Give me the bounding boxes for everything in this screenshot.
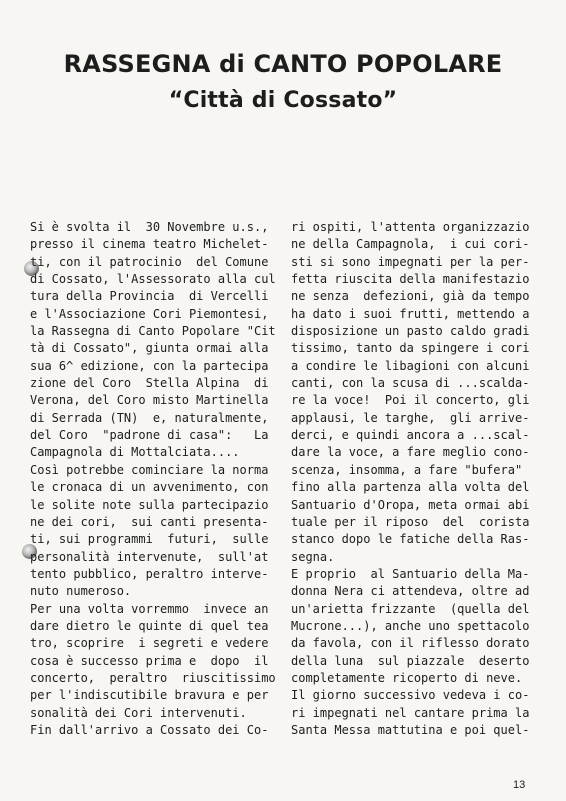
text-line: segna.	[291, 549, 335, 564]
text-line: zione del Coro Stella Alpina di	[30, 376, 269, 391]
text-line: tro, scoprire i segreti e vedere	[30, 636, 269, 651]
text-line: ne dei cori, sui canti presenta-	[30, 514, 269, 529]
text-line: di Serrada (TN) e, naturalmente,	[30, 410, 269, 425]
text-line: dare la voce, a fare meglio cono-	[291, 445, 530, 460]
text-line: Così potrebbe cominciare la norma	[30, 462, 269, 477]
text-line: sonalità dei Cori intervenuti.	[30, 705, 247, 720]
article-subtitle: “Città di Cossato”	[168, 88, 398, 113]
text-line: fetta riuscita della manifestazio	[291, 272, 530, 287]
text-line: della luna sul piazzale deserto	[291, 653, 530, 668]
text-line: dare dietro le quinte di quel tea	[30, 618, 269, 633]
text-line: completamente ricoperto di neve.	[291, 670, 523, 685]
text-line: di Cossato, l'Assessorato alla cul	[30, 272, 276, 287]
text-line: donna Nera ci attendeva, oltre ad	[291, 584, 530, 599]
text-line: disposizione un pasto caldo gradi	[291, 324, 530, 339]
text-line: tà di Cossato", giunta ormai alla	[30, 341, 269, 356]
text-line: scenza, insomma, a fare "bufera"	[291, 462, 523, 477]
text-line: le cronaca di un avvenimento, con	[30, 480, 269, 495]
text-line: canti, con la scusa di ...scalda-	[291, 376, 530, 391]
text-line: Verona, del Coro misto Martinella	[30, 393, 269, 408]
text-line: ne senza defezioni, già da tempo	[291, 289, 530, 304]
text-line: personalità intervenute, sull'at	[30, 549, 269, 564]
text-line: Santuario d'Oropa, meta ormai abi	[291, 497, 530, 512]
text-line: re la voce! Poi il concerto, gli	[291, 393, 530, 408]
text-line: Il giorno successivo vedeva i co-	[291, 688, 530, 703]
text-column-left	[30, 219, 282, 739]
text-line: e l'Associazione Cori Piemontesi,	[30, 306, 269, 321]
text-line: Per una volta vorremmo invece an	[30, 601, 269, 616]
text-line: tura della Provincia di Vercelli	[30, 289, 269, 304]
text-line: da favola, con il riflesso dorato	[291, 636, 530, 651]
text-line: applausi, le targhe, gli arrive-	[291, 410, 530, 425]
text-line: Mucrone...), anche uno spettacolo	[291, 618, 530, 633]
text-line: tento pubblico, peraltro interve-	[30, 566, 269, 581]
text-line: tuale per il riposo del corista	[291, 514, 530, 529]
text-line: sti si sono impegnati per la per-	[291, 254, 530, 269]
text-line: un'arietta frizzante (quella del	[291, 601, 530, 616]
text-line: cosa è successo prima e dopo il	[30, 653, 269, 668]
text-line: ti, sui programmi futuri, sulle	[30, 532, 269, 547]
text-line: per l'indiscutibile bravura e per	[30, 688, 269, 703]
text-line: sua 6^ edizione, con la partecipa	[30, 358, 269, 373]
text-line: a condire le libagioni con alcuni	[291, 358, 530, 373]
text-line: derci, e quindi ancora a ...scal-	[291, 428, 530, 443]
text-line: presso il cinema teatro Michelet-	[30, 237, 269, 252]
page-number: 13	[513, 779, 526, 791]
text-line: Fin dall'arrivo a Cossato dei Co-	[30, 722, 269, 737]
article-title: RASSEGNA di CANTO POPOLARE	[63, 50, 503, 78]
text-line: ri impegnati nel cantare prima la	[291, 705, 530, 720]
text-line: del Coro "padrone di casa": La	[30, 428, 269, 443]
text-line: stanco dopo le fatiche della Ras-	[291, 532, 530, 547]
text-line: ne della Campagnola, i cui cori-	[291, 237, 530, 252]
text-line: concerto, peraltro riuscitissimo	[30, 670, 276, 685]
text-line: nuto numeroso.	[30, 584, 132, 599]
text-line: tissimo, tanto da spingere i cori	[291, 341, 530, 356]
text-line: Si è svolta il 30 Novembre u.s.,	[30, 220, 269, 234]
text-line: ti, con il patrocinio del Comune	[30, 254, 269, 269]
text-line: fino alla partenza alla volta del	[291, 480, 530, 495]
text-line: ha dato i suoi frutti, mettendo a	[291, 306, 530, 321]
text-line: Santa Messa mattutina e poi quel-	[291, 722, 530, 737]
text-column-right	[291, 219, 547, 739]
text-line: E proprio al Santuario della Ma-	[291, 566, 530, 581]
text-line: le solite note sulla partecipazio	[30, 497, 269, 512]
text-line: Campagnola di Mottalciata....	[30, 445, 240, 460]
text-line: ri ospiti, l'attenta organizzazio	[291, 220, 530, 234]
text-line: la Rassegna di Canto Popolare "Cit	[30, 324, 276, 339]
